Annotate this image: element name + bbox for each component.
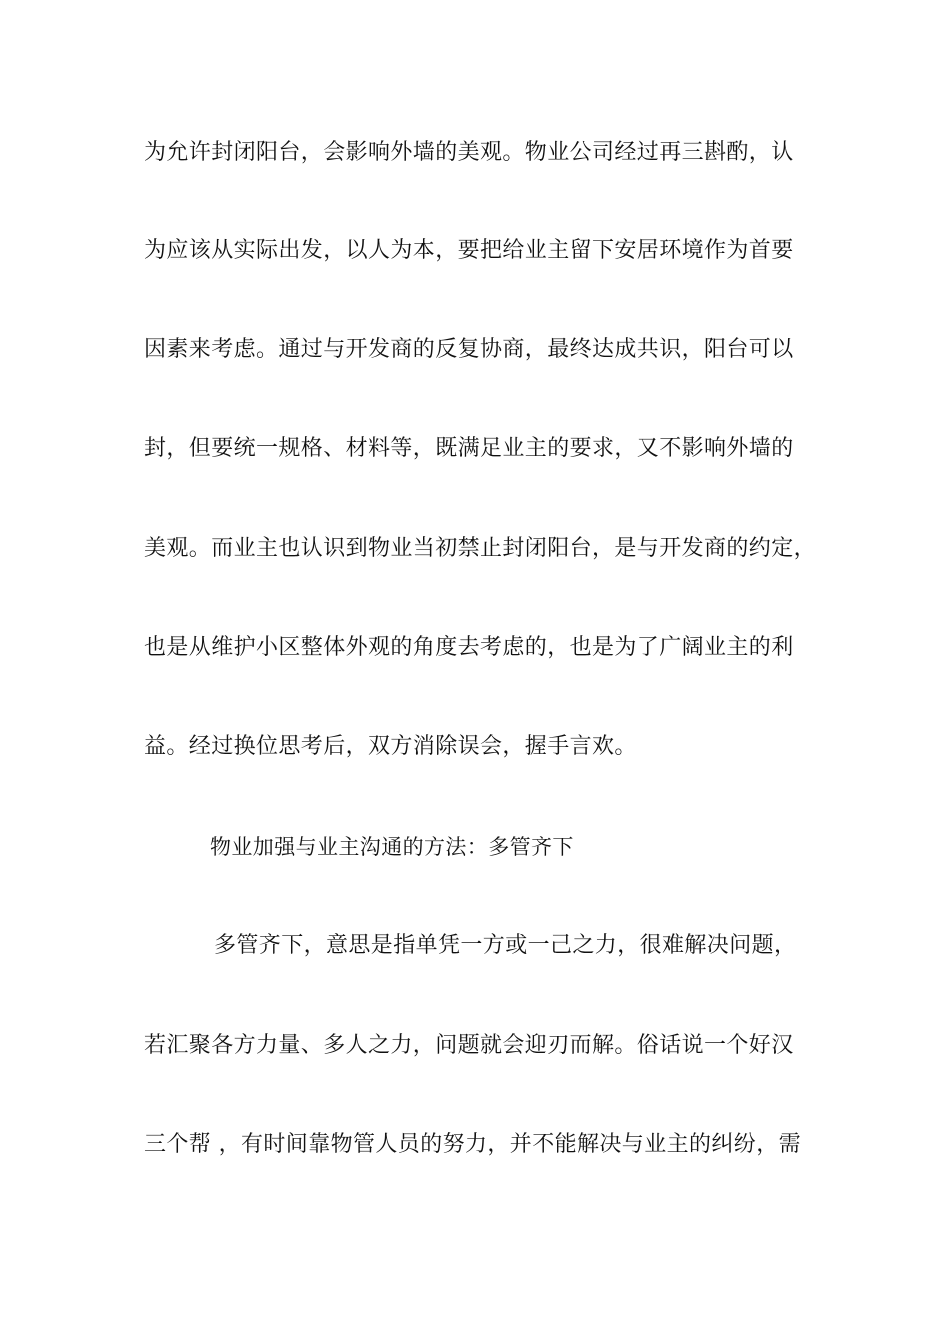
body-text-line: 因素来考虑。通过与开发商的反复协商，最终达成共识，阳台可以: [144, 337, 794, 362]
body-text-line: 为应该从实际出发，以人为本，要把给业主留下安居环境作为首要: [144, 238, 794, 263]
body-text-line: 益。经过换位思考后，双方消除误会，握手言欢。: [144, 734, 637, 759]
body-text-line: 也是从维护小区整体外观的角度去考虑的，也是为了广阔业主的利: [144, 635, 794, 660]
body-text-line: 多管齐下，意思是指单凭一方或一己之力，很难解决问题，: [214, 933, 797, 958]
body-text-line: 若汇聚各方力量、多人之力，问题就会迎刃而解。俗话说一个好汉: [144, 1033, 794, 1058]
body-text-line: 封，但要统一规格、材料等，既满足业主的要求，又不影响外墙的: [144, 436, 794, 461]
body-text-line: 美观。而业主也认识到物业当初禁止封闭阳台，是与开发商的约定，: [144, 536, 817, 561]
body-text-line: 三个帮 ，有时间靠物管人员的努力，并不能解决与业主的纠纷，需: [144, 1132, 801, 1157]
body-text-line: 为允许封闭阳台，会影响外墙的美观。物业公司经过再三斟酌，认: [144, 140, 794, 165]
section-heading: 物业加强与业主沟通的方法：多管齐下: [210, 835, 574, 859]
